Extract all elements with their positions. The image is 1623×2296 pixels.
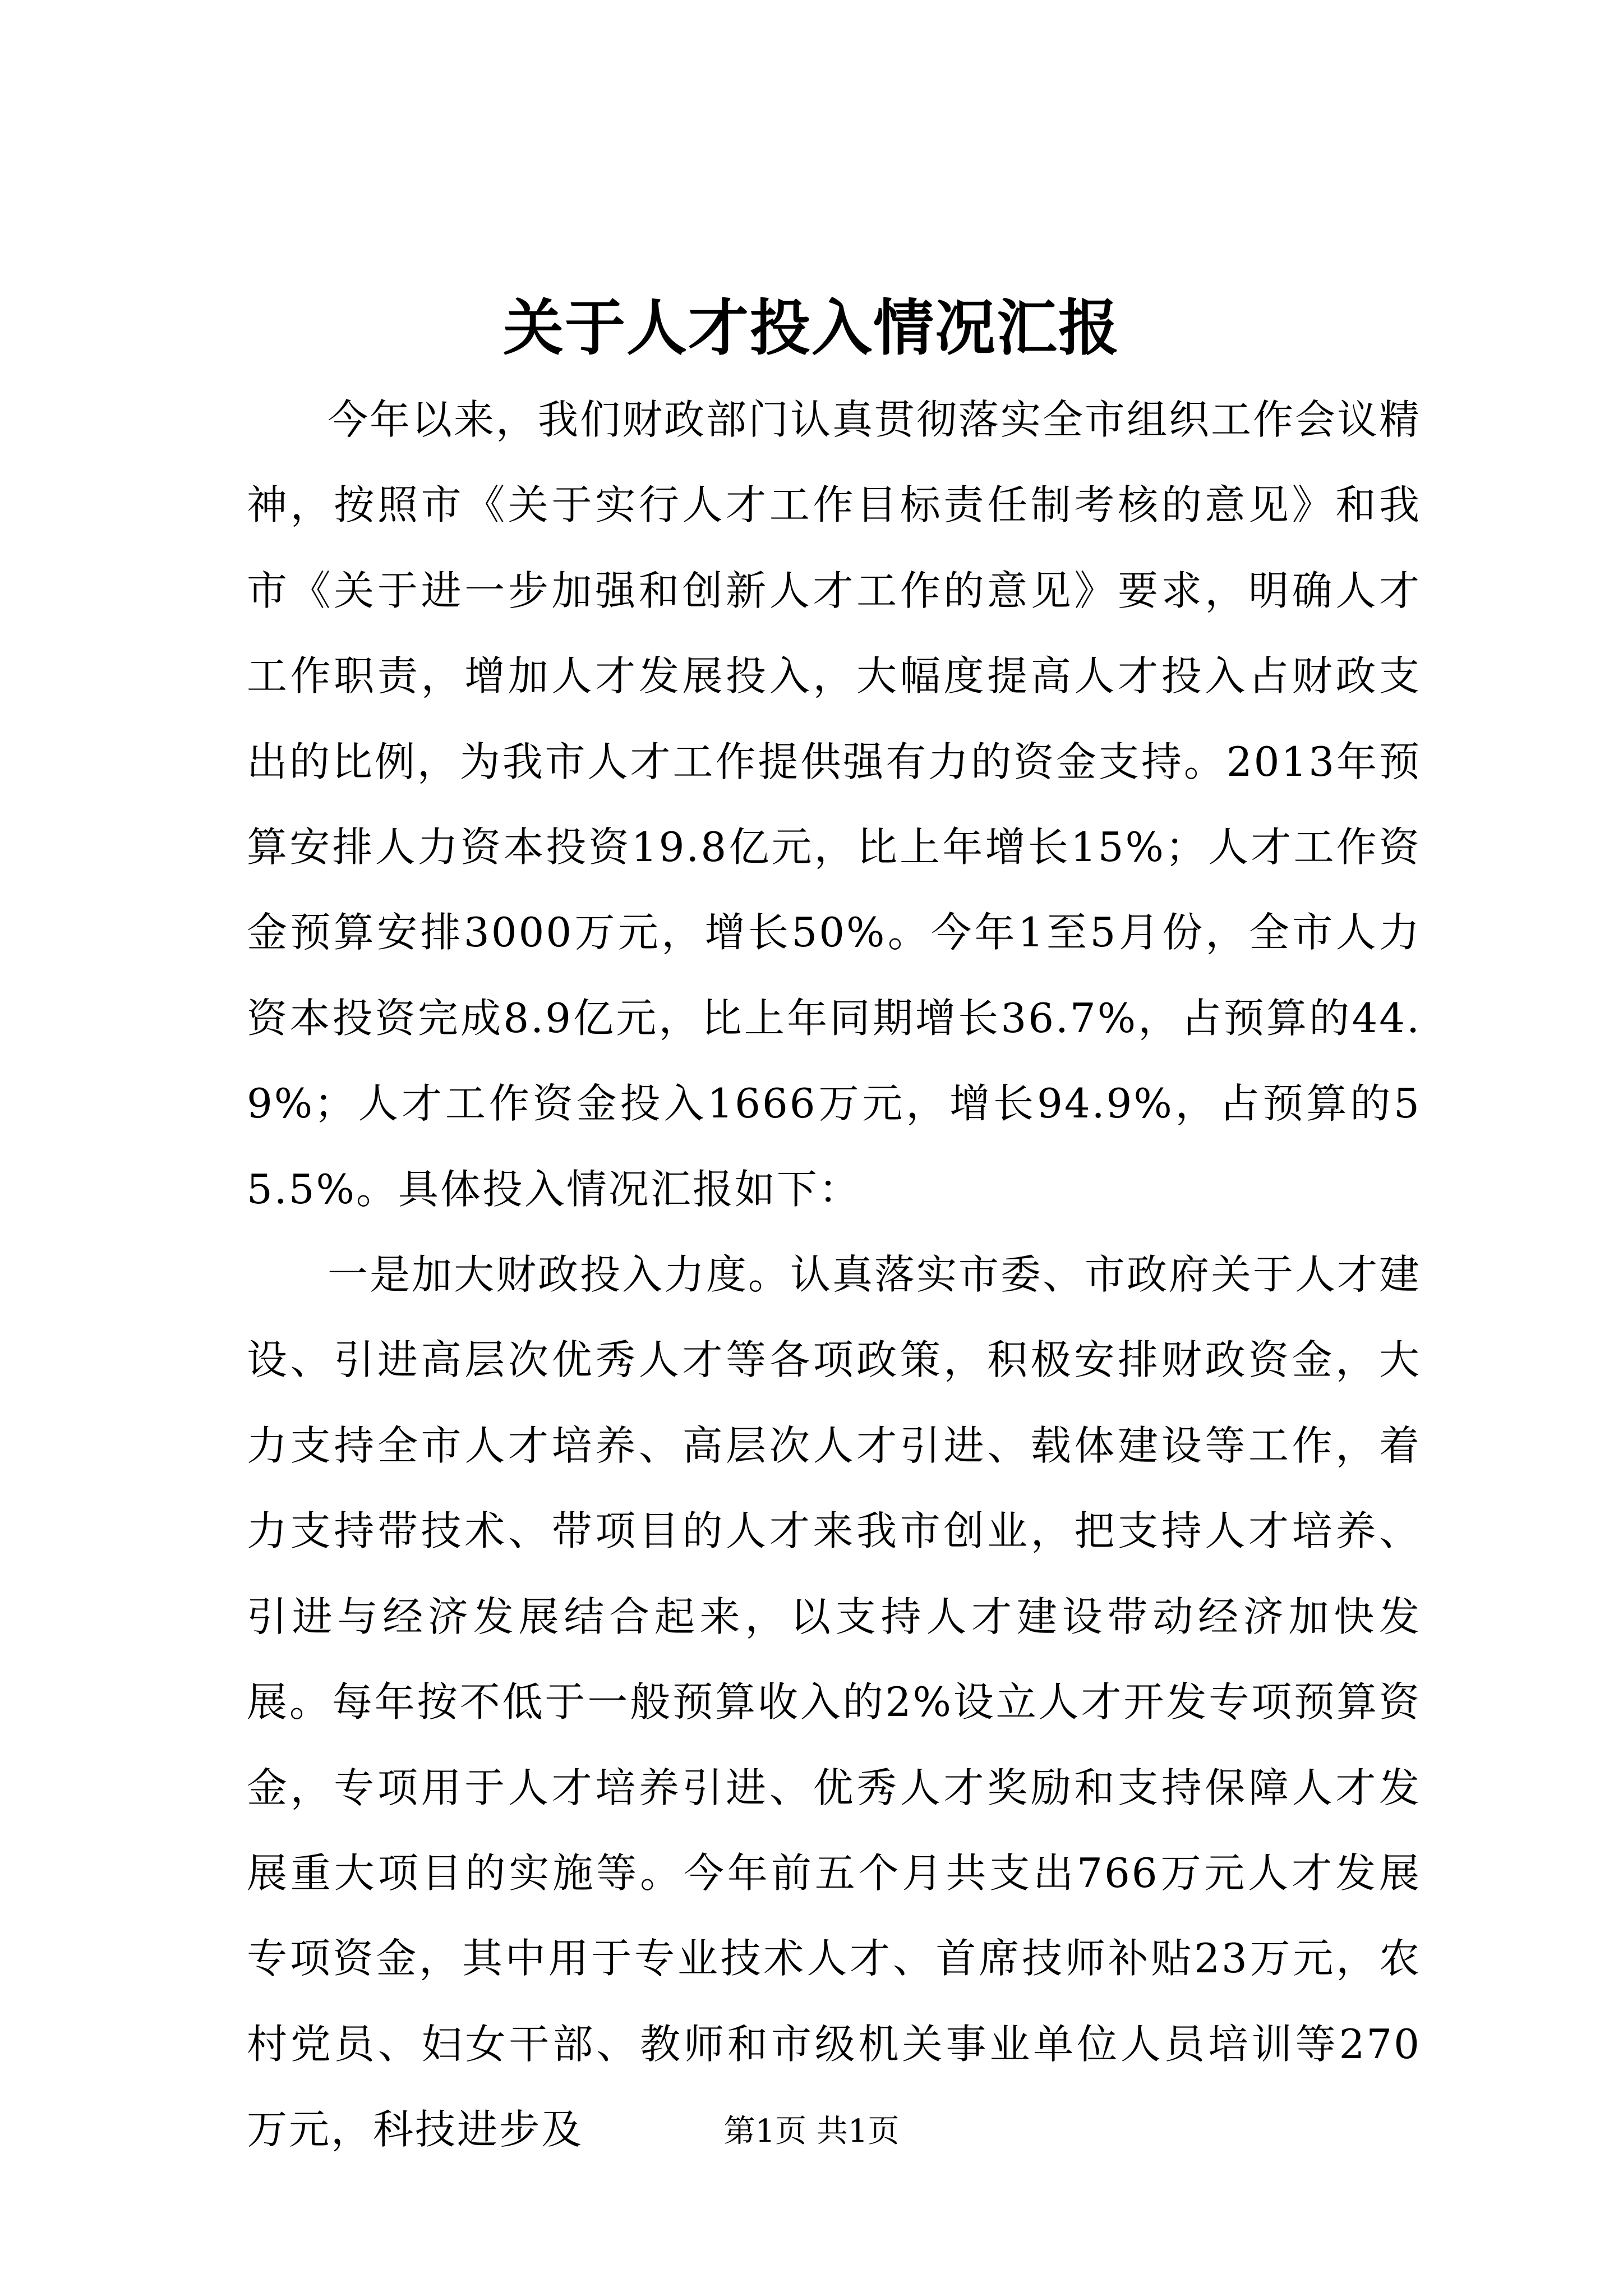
document-title: 关于人才投入情况汇报: [502, 293, 1120, 364]
paragraph-intro: 今年以来，我们财政部门认真贯彻落实全市组织工作会议精神，按照市《关于实行人才工作目标责任制考核的意见》和我市《关于进一步加强和创新人才工作的意见》要求，明确人才工作职责，增加人才发展投入，大幅度提高人才投入占财政支出的比例，为我市人才工作提供强有力的资金支持。2013年预算安排人力资本投资19.8亿元，比上年增长15%；人才工作资金预算安排3000万元，增长50%。今年1至5月份，全市人力资本投资完成8.9亿元，比上年同期增长36.7%，占预算的44.9%；人才工作资金投入1666万元，增长94.9%，占预算的55.5%。具体投入情况汇报如下：: [247, 396, 1422, 1213]
page-number-footer: 第1页 共1页: [723, 2113, 900, 2150]
document-body: [247, 377, 1421, 2173]
paragraph-fiscal-investment: 一是加大财政投入力度。认真落实市委、市政府关于人才建设、引进高层次优秀人才等各项政策，积极安排财政资金，大力支持全市人才培养、高层次人才引进、载体建设等工作，着力支持带技术、带项目的人才来我市创业，把支持人才培养、引进与经济发展结合起来，以支持人才建设带动经济加快发展。每年按不低于一般预算收入的2%设立人才开发专项预算资金，专项用于人才培养引进、优秀人才奖励和支持保障人才发展重大项目的实施等。今年前五个月共支出766万元人才发展专项资金，其中用于专业技术人才、首席技师补贴23万元，农村党员、妇女干部、教师和市级机关事业单位人员培训等270万元，科技进步及: [247, 1251, 1422, 2154]
